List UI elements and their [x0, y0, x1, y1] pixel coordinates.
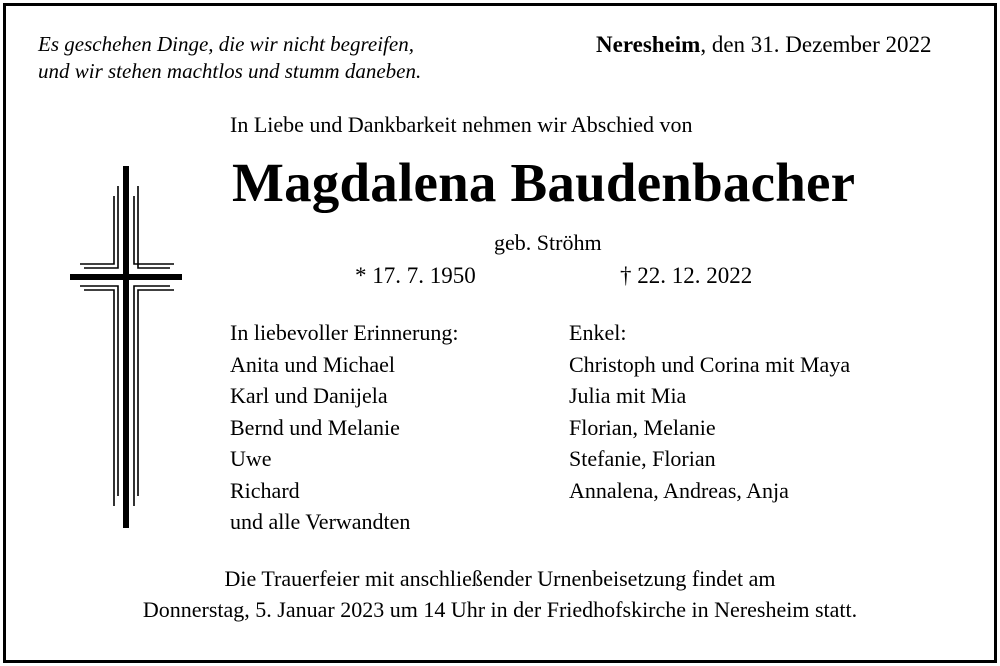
mourner-line: In liebevoller Erinnerung:	[230, 320, 459, 345]
birth-date: * 17. 7. 1950	[355, 263, 476, 288]
quote	[38, 31, 421, 85]
service-line-1: Die Trauerfeier mit anschließender Urnenbeisetzung findet am	[224, 566, 776, 591]
place: Neresheim	[596, 32, 701, 57]
deceased-name: Magdalena Baudenbacher	[232, 152, 856, 213]
mourner-line: Annalena, Andreas, Anja	[569, 477, 789, 503]
mourner-line: Stefanie, Florian	[569, 446, 716, 471]
mourner-line: und alle Verwandten	[230, 509, 411, 534]
mourner-line: Christoph und Corina mit Maya	[569, 351, 851, 377]
mourner-line: Richard	[230, 477, 300, 503]
quote-line-1: Es geschehen Dinge, die wir nicht begreifen,	[38, 32, 414, 56]
service-info	[0, 563, 1000, 625]
mourner-line: Julia mit Mia	[569, 383, 687, 408]
mourner-line: Anita und Michael	[230, 351, 395, 377]
quote-line-2: und wir stehen machtlos und stumm daneben.	[38, 59, 422, 83]
mourner-line: Bernd und Melanie	[230, 414, 400, 440]
mourner-line: Uwe	[230, 446, 272, 471]
mourners-left	[230, 317, 458, 538]
mourner-line: Enkel:	[569, 320, 627, 345]
place-date	[596, 31, 932, 58]
mourner-line: Florian, Melanie	[569, 414, 716, 440]
mourners-right	[569, 317, 850, 506]
date: , den 31. Dezember 2022	[700, 32, 932, 57]
service-line-2: Donnerstag, 5. Januar 2023 um 14 Uhr in der Friedhofskirche in Neresheim statt.	[142, 597, 858, 622]
death-date: † 22. 12. 2022	[620, 263, 753, 288]
cross-icon	[70, 166, 182, 528]
birth-name: geb. Ströhm	[494, 230, 602, 255]
mourner-line: Karl und Danijela	[230, 383, 388, 408]
intro-text: In Liebe und Dankbarkeit nehmen wir Abschied von	[230, 112, 693, 137]
